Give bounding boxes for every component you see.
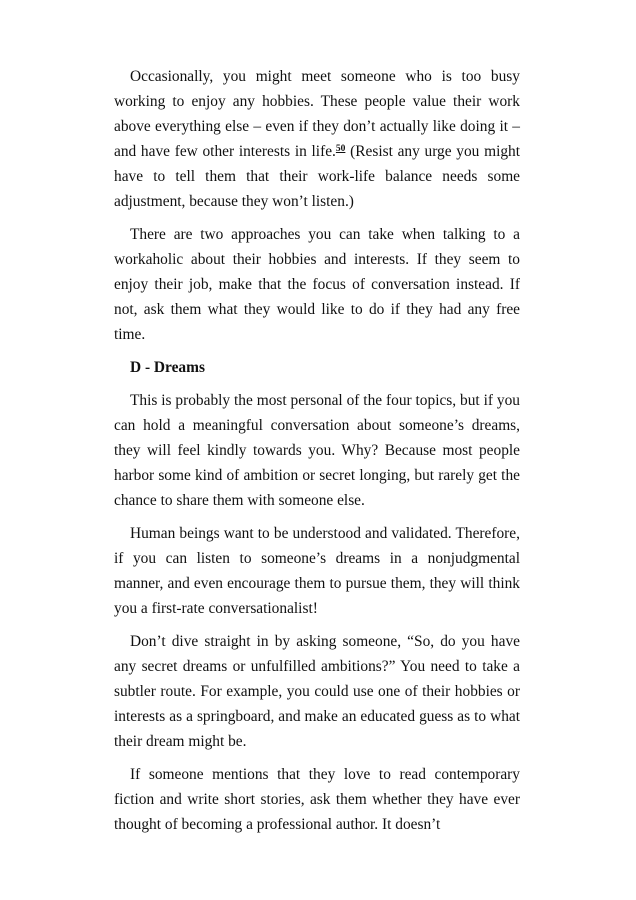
footnote-link[interactable]: 50	[335, 144, 346, 154]
document-page	[114, 64, 520, 845]
paragraph-validation: Human beings want to be understood and validated. Therefore, if you can listen to someone’s dreams in a nonjudgmental manner, and even encourage them to pursue them, they will think you a first-rate conversationalist!	[114, 525, 520, 617]
section-heading: D - Dreams	[130, 359, 205, 376]
paragraph-text: Occasionally, you might meet someone who is too busy working to enjoy any hobbies. These people value their work above everything else – even if they don’t actually like doing it – and have few other interests in life.	[114, 68, 520, 160]
paragraph-dreams-intro: This is probably the most personal of the four topics, but if you can hold a meaningful conversation about someone’s dreams, they will feel kindly towards you. Why? Because most people harbor some kind of ambition or secret longing, but rarely get the chance to share them with someone else.	[114, 392, 520, 509]
paragraph-text: (Resist any urge you might have to tell them that their work-life balance needs some adjustment, because they won’t listen.)	[114, 143, 521, 210]
paragraph-approaches: There are two approaches you can take when talking to a workaholic about their hobbies and interests. If they seem to enjoy their job, make that the focus of conversation instead. If not, ask them what they would like to do if they had any free time.	[114, 226, 520, 343]
paragraph-subtle-route: Don’t dive straight in by asking someone, “So, do you have any secret dreams or unfulfilled ambitions?” You need to take a subtler route. For example, you could use one of their hobbies or interests as a springboard, and make an educated guess as to what their dream might be.	[114, 633, 520, 750]
paragraph-workaholics	[114, 64, 520, 214]
paragraph-example: If someone mentions that they love to read contemporary fiction and write short stories, ask them whether they have ever thought of becoming a professional author. It doesn’t	[114, 766, 520, 833]
